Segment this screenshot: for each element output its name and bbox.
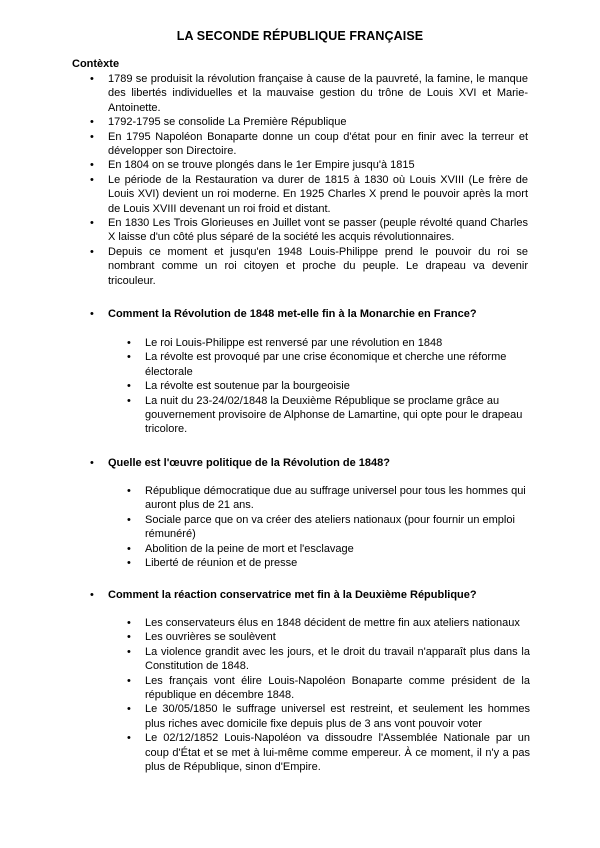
section-question-1848-revolution: • Comment la Révolution de 1848 met-elle fin à la Monarchie en France? bbox=[108, 307, 548, 321]
list-item: • La violence grandit avec les jours, et le droit du travail n'apparaît plus dans la Constitution de 1848. bbox=[145, 645, 530, 674]
list-item: • Depuis ce moment et jusqu'en 1948 Louis-Philippe prend le pouvoir du roi se nombrant comme un roi citoyen et proche du peuple. Le drapeau va devenir tricouleur. bbox=[108, 245, 528, 288]
section-list-conservative-reaction bbox=[145, 616, 530, 774]
list-item: • Les français vont élire Louis-Napoléon Bonaparte comme président de la république en décembre 1848. bbox=[145, 674, 530, 703]
list-item: • Abolition de la peine de mort et l'esclavage bbox=[145, 542, 530, 556]
list-item: • La révolte est provoqué par une crise économique et cherche une réforme électorale bbox=[145, 350, 530, 379]
context-heading: Contèxte bbox=[72, 58, 120, 70]
list-item: • La révolte est soutenue par la bourgeoisie bbox=[145, 379, 530, 393]
list-item: • Liberté de réunion et de presse bbox=[145, 556, 530, 570]
list-item: • En 1830 Les Trois Glorieuses en Juillet vont se passer (peuple révolté quand Charles X laisse d'un côté plus séparé de la société les acquis révolutionnaires. bbox=[108, 216, 528, 245]
list-item: • En 1804 on se trouve plongés dans le 1er Empire jusqu'à 1815 bbox=[108, 158, 528, 172]
list-item: • 1789 se produisit la révolution française à cause de la pauvreté, la famine, le manque des libertés individuelles et la mauvaise gestion du trône de Louis XVI et Marie-Antoinette. bbox=[108, 72, 528, 115]
section-list-political-work bbox=[145, 484, 530, 570]
list-item: • République démocratique due au suffrage universel pour tous les hommes qui auront plus de 21 ans. bbox=[145, 484, 530, 513]
list-item: • Les conservateurs élus en 1848 décident de mettre fin aux ateliers nationaux bbox=[145, 616, 530, 630]
list-item: • Le 30/05/1850 le suffrage universel est restreint, et seulement les hommes plus riches avec domicile fixe depuis plus de 3 ans vont pouvoir voter bbox=[145, 702, 530, 731]
list-item: • Les ouvrières se soulèvent bbox=[145, 630, 530, 644]
section-list-1848-revolution bbox=[145, 336, 530, 437]
list-item: • Le 02/12/1852 Louis-Napoléon va dissoudre l'Assemblée Nationale par un coup d'État et se met à lui-même comme empereur. À ce moment, il n'y a pas plus de République, sinon d'Empire. bbox=[145, 731, 530, 774]
list-item: • La nuit du 23-24/02/1848 la Deuxième République se proclame grâce au gouvernement provisoire de Alphonse de Lamartine, qui opte pour le drapeau tricolore. bbox=[145, 394, 530, 437]
list-item: • En 1795 Napoléon Bonaparte donne un coup d'état pour en finir avec la terreur et développer son Directoire. bbox=[108, 130, 528, 159]
context-list bbox=[108, 72, 528, 288]
list-item: • 1792-1795 se consolide La Première République bbox=[108, 115, 528, 129]
section-question-conservative-reaction: • Comment la réaction conservatrice met fin à la Deuxième République? bbox=[108, 588, 548, 602]
page-title: LA SECONDE RÉPUBLIQUE FRANÇAISE bbox=[176, 29, 424, 43]
list-item: • Le roi Louis-Philippe est renversé par une révolution en 1848 bbox=[145, 336, 530, 350]
list-item: • Sociale parce que on va créer des ateliers nationaux (pour fournir un emploi rémunéré) bbox=[145, 513, 530, 542]
list-item: • Le période de la Restauration va durer de 1815 à 1830 où Louis XVIII (Le frère de Louis XVI) devient un roi moderne. En 1925 Charles X prend le pouvoir après la mort de Louis XVIII devenant un roi froid et distant. bbox=[108, 173, 528, 216]
section-question-political-work: • Quelle est l'œuvre politique de la Révolution de 1848? bbox=[108, 456, 548, 470]
